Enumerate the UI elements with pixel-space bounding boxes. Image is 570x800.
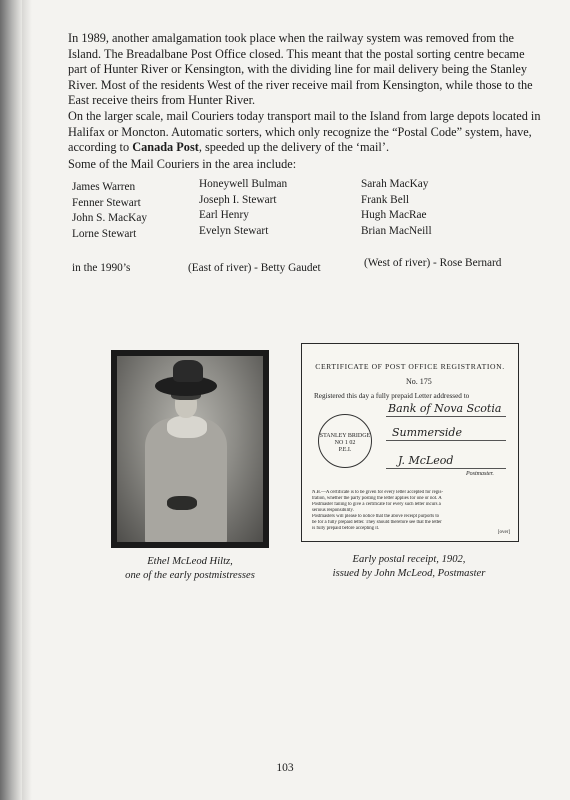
courier-name: Hugh MacRae — [361, 209, 427, 222]
paragraph-couriers-text-end: , speeded up the delivery of the ‘mail’. — [198, 140, 390, 155]
fine-print-line: Postmaster failing to give a certificate for every such letter incurs a — [312, 502, 441, 507]
courier-name: Fenner Stewart — [72, 196, 141, 209]
courier-name: Evelyn Stewart — [199, 224, 269, 237]
receipt-number: No. 175 — [406, 377, 432, 386]
canada-post-bold: Canada Post — [132, 140, 199, 155]
courier-name: Joseph I. Stewart — [199, 193, 277, 206]
receipt-destination: Summerside — [392, 426, 462, 439]
fine-print-line: Postmasters will please to notice that the above receipt purports to — [312, 514, 440, 519]
courier-name: Earl Henry — [199, 209, 249, 222]
portrait-hat-crown — [173, 360, 203, 382]
courier-column-2 — [199, 177, 287, 239]
photo-caption-line: Ethel McLeod Hiltz, — [147, 556, 233, 567]
courier-name: James Warren — [72, 181, 136, 193]
postmark-office: STANLEY BRIDGE — [319, 433, 371, 439]
paragraph-amalgamation: In 1989, another amalgamation took place when the railway system was removed from the Island. The Breadalbane Post Office closed. This meant that the postal sorting centre became part of Hunter River or Kensington, with the dividing line for mail delivery being the Stanley River. Most of the residents West of the river receive mail from Kensington, while those to the East receive theirs from Hunter River. — [68, 31, 533, 108]
courier-name: Brian MacNeill — [361, 224, 432, 237]
paragraph-couriers-text-start: On the larger scale, mail Couriers today transport mail to the Island from large depots located in Halifax or Moncton. Automatic sorters, which only recognize the “Postal Code” system, have, according to — [68, 109, 541, 155]
fine-print-line: serious responsibility. — [312, 508, 354, 513]
portrait-collar — [167, 416, 207, 438]
photo-caption-line: one of the early postmistresses — [125, 569, 255, 581]
era-label: in the 1990’s — [72, 262, 131, 274]
receipt-postmaster-label: Postmaster. — [466, 471, 494, 477]
courier-name: John S. MacKay — [72, 212, 147, 225]
receipt-title: CERTIFICATE OF POST OFFICE REGISTRATION. — [315, 362, 505, 371]
receipt-caption-line: issued by John McLeod, Postmaster — [332, 567, 486, 579]
portrait-image — [117, 356, 263, 542]
courier-column-3 — [361, 177, 432, 239]
fine-print-line: be for a fully prepaid letter. They should therefore see that the letter — [312, 520, 442, 525]
paragraph-couriers-intro: Some of the Mail Couriers in the area include: — [68, 157, 297, 171]
postmark-province: P.E.I. — [338, 447, 352, 453]
courier-name: Sarah MacKay — [361, 178, 429, 190]
fine-print-line: is fully prepaid before accepting it. — [312, 526, 380, 531]
portrait-muff — [167, 496, 197, 510]
courier-column-1 — [72, 180, 147, 242]
fine-print-line: N.B.—A certificate is to be given for every letter accepted for regis- — [312, 490, 443, 495]
page-binding-shadow — [0, 0, 22, 800]
courier-list — [72, 177, 542, 274]
receipt-addressee: Bank of Nova Scotia — [388, 402, 502, 415]
receipt-caption-line: Early postal receipt, 1902, — [352, 554, 466, 565]
portrait-photo — [111, 350, 269, 548]
paragraph-couriers-today — [68, 109, 546, 156]
courier-name: Honeywell Bulman — [199, 178, 288, 190]
east-river-courier: (East of river) - Betty Gaudet — [188, 262, 321, 274]
postmark-date: NO 1 02 — [334, 440, 356, 446]
receipt-fine-print — [312, 490, 510, 532]
receipt-registered-line: Registered this day a fully prepaid Letter addressed to — [314, 392, 470, 400]
registration-receipt — [301, 343, 519, 542]
postmark-stamp — [318, 414, 372, 468]
courier-name: Lorne Stewart — [72, 227, 137, 240]
page-number: 103 — [276, 762, 294, 774]
receipt-form-code: [over] — [497, 530, 510, 535]
postmark-text — [319, 433, 371, 454]
west-river-courier: (West of river) - Rose Bernard — [364, 257, 502, 269]
courier-name: Frank Bell — [361, 193, 410, 206]
receipt-rule — [386, 468, 506, 469]
receipt-signature: J. McLeod — [398, 454, 454, 467]
receipt-rule — [386, 416, 506, 417]
page-binding-fade — [22, 0, 32, 800]
receipt-caption — [300, 553, 518, 580]
photo-caption — [95, 555, 285, 582]
receipt-rule — [386, 440, 506, 441]
fine-print-line: tration, whether the party posting the letter applies for one or not. A — [312, 496, 442, 501]
